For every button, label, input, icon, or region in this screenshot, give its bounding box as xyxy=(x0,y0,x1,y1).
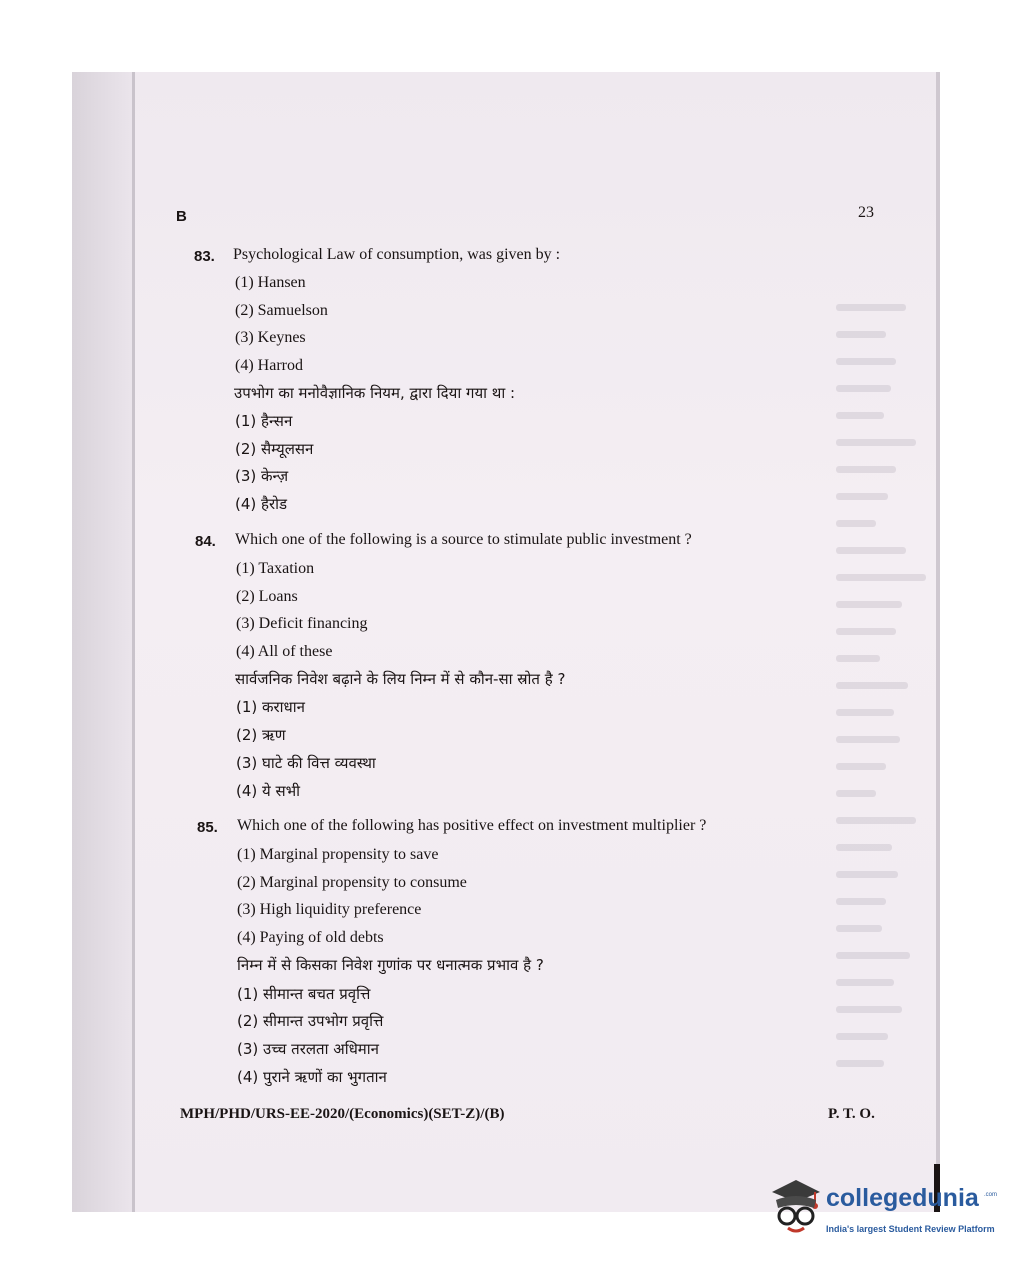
option-3-hindi: (3) घाटे की वित्त व्यवस्था xyxy=(236,754,376,772)
option-3-hindi: (3) उच्च तरलता अधिमान xyxy=(237,1040,379,1058)
option-1: (1) Hansen xyxy=(235,274,306,291)
option-2: (2) Marginal propensity to consume xyxy=(237,874,467,891)
option-4-hindi: (4) ये सभी xyxy=(236,782,301,800)
brand-suffix: .com xyxy=(984,1192,998,1198)
question-number: 83. xyxy=(194,248,215,265)
show-through-text xyxy=(836,304,940,1144)
option-4-hindi: (4) हैरोड xyxy=(235,495,288,513)
brand-tagline: India's largest Student Review Platform xyxy=(826,1224,995,1234)
series-label: B xyxy=(176,208,187,225)
option-4: (4) All of these xyxy=(236,643,333,660)
option-3: (3) Deficit financing xyxy=(236,615,368,632)
option-1: (1) Marginal propensity to save xyxy=(237,846,439,863)
pto-label: P. T. O. xyxy=(828,1106,875,1122)
option-4-hindi: (4) पुराने ऋणों का भुगतान xyxy=(237,1068,387,1086)
page-fold-line xyxy=(132,72,135,1212)
question-text-hindi: सार्वजनिक निवेश बढ़ाने के लिय निम्न में से कौन-सा स्रोत है ? xyxy=(235,670,566,688)
option-1-hindi: (1) हैन्सन xyxy=(235,412,293,430)
binding-shadow xyxy=(72,72,134,1212)
option-4: (4) Harrod xyxy=(235,357,303,374)
paper-code: MPH/PHD/URS-EE-2020/(Economics)(SET-Z)/(B) xyxy=(180,1106,505,1122)
option-2-hindi: (2) सीमान्त उपभोग प्रवृत्ति xyxy=(237,1012,384,1030)
brand-name: collegedunia xyxy=(826,1184,979,1212)
page-number: 23 xyxy=(858,204,874,221)
option-2: (2) Samuelson xyxy=(235,302,328,319)
question-text: Psychological Law of consumption, was given by : xyxy=(233,246,561,263)
collegedunia-watermark xyxy=(768,1178,1008,1248)
question-text: Which one of the following is a source to stimulate public investment ? xyxy=(235,531,692,548)
option-3: (3) High liquidity preference xyxy=(237,901,422,918)
question-text-hindi: निम्न में से किसका निवेश गुणांक पर धनात्मक प्रभाव है ? xyxy=(237,956,544,974)
question-text: Which one of the following has positive effect on investment multiplier ? xyxy=(237,817,707,834)
question-number: 84. xyxy=(195,533,216,550)
option-3-hindi: (3) केन्ज़ xyxy=(235,467,289,485)
question-number: 85. xyxy=(197,819,218,836)
scanned-page xyxy=(72,72,940,1212)
mascot-logo-icon xyxy=(768,1178,822,1238)
question-text-hindi: उपभोग का मनोवैज्ञानिक नियम, द्वारा दिया गया था : xyxy=(234,384,516,402)
option-1: (1) Taxation xyxy=(236,560,315,577)
option-2-hindi: (2) ऋण xyxy=(236,726,286,744)
option-3: (3) Keynes xyxy=(235,329,306,346)
option-1-hindi: (1) कराधान xyxy=(236,698,305,716)
option-1-hindi: (1) सीमान्त बचत प्रवृत्ति xyxy=(237,985,371,1003)
option-2-hindi: (2) सैम्यूलसन xyxy=(235,440,314,458)
option-4: (4) Paying of old debts xyxy=(237,929,384,946)
option-2: (2) Loans xyxy=(236,588,298,605)
